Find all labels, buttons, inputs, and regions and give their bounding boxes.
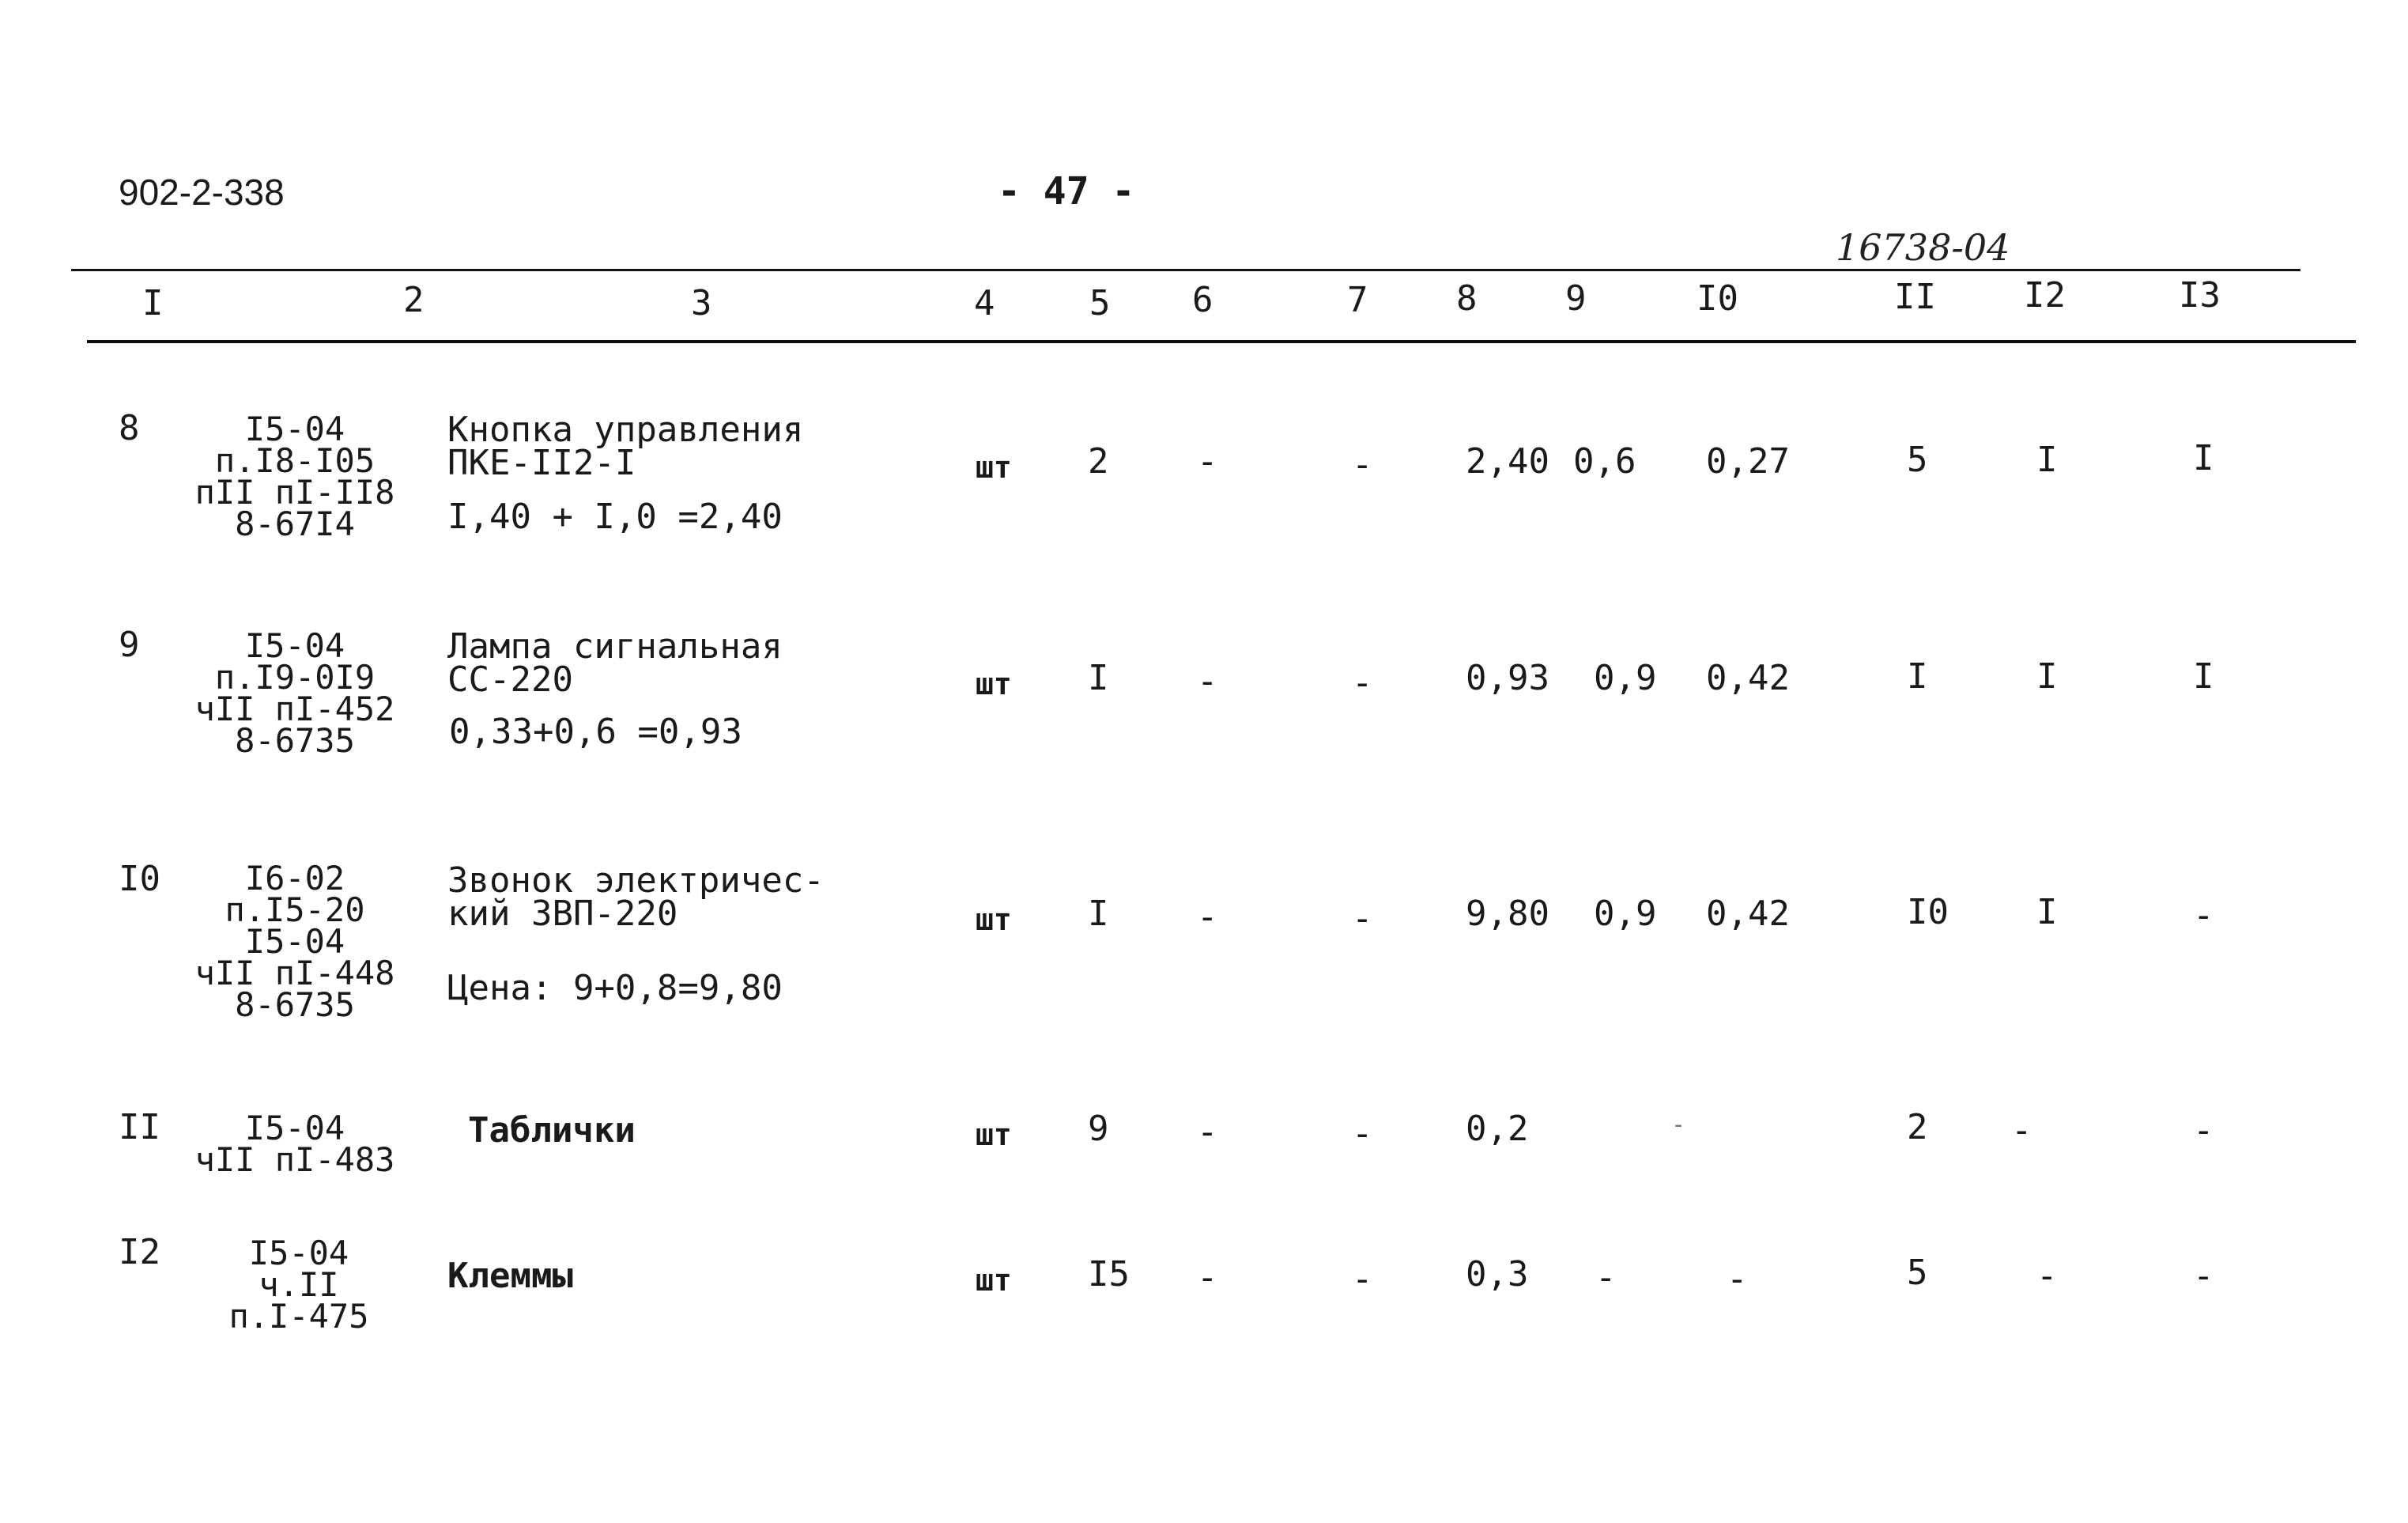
- col8-value: 0,3: [1466, 1254, 1529, 1294]
- col12-value: I: [2036, 656, 2058, 697]
- col9-value: -: [1595, 1257, 1617, 1298]
- col9-value: 0,9: [1594, 894, 1657, 934]
- quantity: I5: [1088, 1254, 1130, 1294]
- handwritten-reference: 16738-04: [1836, 226, 2010, 269]
- column-header: I3: [2179, 275, 2221, 316]
- col12-value: I: [2036, 440, 2058, 480]
- col10-value: -: [1727, 1259, 1748, 1299]
- col11-value: 5: [1907, 440, 1928, 480]
- col12-value: I: [2036, 892, 2058, 932]
- price-reference: I5-04 п.I9-0I9 чII пI-452 8-6735: [194, 626, 395, 760]
- col6-value: -: [1197, 1257, 1218, 1298]
- col8-value: 9,80: [1466, 894, 1549, 934]
- col10-value: 0,42: [1706, 658, 1790, 698]
- price-calculation: Цена: 9+0,8=9,80: [447, 968, 783, 1008]
- col13-value: -: [2193, 895, 2214, 935]
- column-header: 8: [1456, 278, 1478, 319]
- col6-value: -: [1197, 661, 1218, 701]
- item-name: Лампа сигнальная СС-220: [447, 626, 783, 700]
- quantity: I: [1088, 894, 1109, 934]
- column-header: 9: [1565, 278, 1587, 319]
- unit: шт: [976, 1263, 1012, 1298]
- col11-value: 2: [1907, 1107, 1928, 1147]
- col9-value: 0,9: [1594, 658, 1657, 698]
- table-header-rule: [87, 340, 2356, 343]
- column-header: I: [142, 283, 164, 323]
- col11-value: I: [1907, 656, 1928, 697]
- col6-value: -: [1197, 441, 1218, 482]
- document-code: 902-2-338: [119, 172, 285, 213]
- unit: шт: [976, 667, 1012, 701]
- col6-value: -: [1197, 1112, 1218, 1152]
- col10-value: -: [1671, 1111, 1686, 1139]
- col7-value: -: [1352, 663, 1373, 703]
- column-header: 5: [1089, 283, 1111, 323]
- item-name: Таблички: [468, 1110, 636, 1151]
- price-reference: I6-02 п.I5-20 I5-04 чII пI-448 8-6735: [194, 859, 395, 1024]
- col7-value: -: [1352, 1259, 1373, 1299]
- col11-value: 5: [1907, 1253, 1928, 1293]
- price-reference: I5-04 ч.II п.I-475: [228, 1234, 369, 1336]
- column-header: 3: [691, 283, 712, 323]
- row-number: I0: [119, 859, 160, 899]
- item-name: Кнопка управления ПКЕ-II2-I: [447, 410, 804, 483]
- col7-value: -: [1352, 1113, 1373, 1154]
- row-number: 8: [119, 408, 140, 448]
- price-calculation: 0,33+0,6 =0,93: [449, 712, 742, 752]
- col13-value: I: [2193, 438, 2214, 478]
- unit: шт: [976, 902, 1012, 937]
- column-header: I0: [1697, 278, 1738, 319]
- table-top-rule: [71, 269, 2300, 271]
- col12-value: -: [2011, 1110, 2032, 1151]
- col6-value: -: [1197, 897, 1218, 937]
- item-name: Клеммы: [447, 1256, 573, 1296]
- col13-value: -: [2193, 1110, 2214, 1151]
- column-header: 6: [1192, 280, 1213, 320]
- unit: шт: [976, 450, 1012, 485]
- row-number: 9: [119, 625, 140, 665]
- col10-value: 0,42: [1706, 894, 1790, 934]
- col8-value: 0,93: [1466, 658, 1549, 698]
- col13-value: I: [2193, 656, 2214, 697]
- unit: шт: [976, 1117, 1012, 1152]
- column-header: I2: [2024, 275, 2066, 316]
- col13-value: -: [2193, 1256, 2214, 1296]
- quantity: 9: [1088, 1109, 1109, 1149]
- price-reference: I5-04 п.I8-I05 пII пI-II8 8-67I4: [194, 410, 395, 543]
- row-number: II: [119, 1107, 160, 1147]
- quantity: I: [1088, 658, 1109, 698]
- column-header: 7: [1347, 280, 1368, 320]
- quantity: 2: [1088, 441, 1109, 482]
- price-reference: I5-04 чII пI-483: [194, 1109, 395, 1179]
- item-name: Звонок электричес- кий ЗВП-220: [447, 860, 825, 934]
- col7-value: -: [1352, 898, 1373, 939]
- col11-value: I0: [1907, 892, 1949, 932]
- col8-value: 0,2: [1466, 1109, 1529, 1149]
- col9-value: 0,6: [1573, 441, 1636, 482]
- col8-value: 2,40: [1466, 441, 1549, 482]
- col10-value: 0,27: [1706, 441, 1790, 482]
- price-calculation: I,40 + I,0 =2,40: [447, 497, 783, 537]
- row-number: I2: [119, 1232, 160, 1272]
- page-number: - 47 -: [998, 169, 1135, 214]
- column-header: II: [1894, 277, 1936, 317]
- col12-value: -: [2036, 1256, 2058, 1296]
- col7-value: -: [1352, 444, 1373, 485]
- column-header: 4: [974, 283, 995, 323]
- column-header: 2: [403, 280, 425, 320]
